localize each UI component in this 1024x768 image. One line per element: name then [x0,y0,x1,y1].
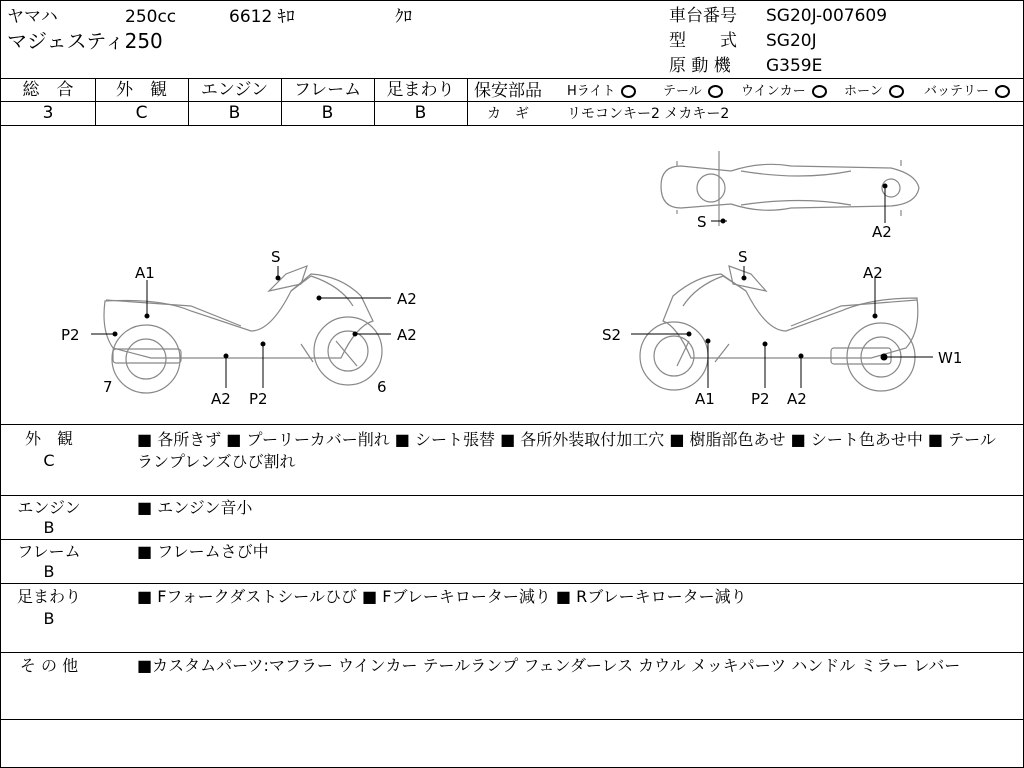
safety-label: 保安部品 [474,81,542,101]
safety-item-horn: ホーン [844,82,904,102]
label-right-a2-bottom: A2 [787,390,807,408]
divider [1,424,1023,425]
safety-item-headlight: Hライト [567,82,636,102]
note-category-other: そ の 他 [19,656,79,675]
model-name: マジェスティ250 [7,29,163,53]
safety-item-tail: テール [663,82,723,102]
color: ｸﾛ [395,7,412,27]
divider [1,495,1023,496]
type-label: 型 式 [669,31,737,51]
label-right-w1: W1 [938,349,963,367]
ok-circle-icon [995,85,1010,98]
mileage: 6612 ｷﾛ [229,7,295,27]
engine-value: G359E [766,56,823,76]
label-left-a2-bottom: A2 [211,390,231,408]
label-left-a2-lower: A2 [397,326,417,344]
label-left-a2-upper: A2 [397,290,417,308]
label-left-a1: A1 [135,264,155,282]
label-right-s: S [738,248,748,266]
divider [1,78,1023,79]
damage-diagram [1,126,1023,424]
label-right-a2-top: A2 [863,264,883,282]
label-left-p2: P2 [61,326,80,344]
divider [1,719,1023,720]
grade-label-suspension: 足まわり [386,80,455,100]
divider [467,78,468,125]
note-grade-suspension: B [43,609,55,628]
grade-label-overall: 総 合 [22,80,74,100]
type-value: SG20J [766,31,817,51]
engine-label: 原 動 機 [669,56,731,76]
ok-circle-icon [621,85,636,98]
grade-value-overall: 3 [42,103,54,123]
note-text-suspension: ■ Fフォークダストシールひび ■ Fブレーキローター減り ■ Rブレーキローター減り [137,587,747,606]
safety-item-winker: ウインカー [741,82,827,102]
key-value: リモコンキー2 メカキー2 [567,106,730,122]
safety-item-battery: バッテリー [924,82,1010,102]
grade-label-engine: エンジン [200,80,269,100]
chassis-value: SG20J-007609 [766,6,888,26]
divider [1,583,1023,584]
note-text-frame: ■ フレームさび中 [137,542,269,561]
grade-value-frame: B [321,103,334,123]
key-label: カ ギ [487,106,529,122]
chassis-label: 車台番号 [669,6,737,26]
label-left-s: S [271,248,281,266]
note-grade-engine: B [43,518,55,537]
displacement: 250cc [125,7,177,27]
label-top-a2: A2 [872,223,892,241]
grade-label-frame: フレーム [293,80,362,100]
note-category-exterior: 外 観 [24,429,73,448]
ok-circle-icon [889,85,904,98]
divider [1,101,467,102]
ok-circle-icon [708,85,723,98]
note-text-engine: ■ エンジン音小 [137,498,253,517]
grade-value-suspension: B [414,103,427,123]
note-category-engine: エンジン [17,498,81,517]
label-left-p2-bottom: P2 [249,390,268,408]
label-left-6: 6 [377,378,387,396]
ok-circle-icon [812,85,827,98]
divider [1,539,1023,540]
label-right-s2: S2 [602,326,622,344]
grade-value-exterior: C [135,103,148,123]
label-right-a1: A1 [695,390,715,408]
note-text-exterior: ■ 各所きず ■ プーリーカバー削れ ■ シート張替 ■ 各所外装取付加工穴 ■ 樹脂部色あせ ■ シート色あせ中 ■ テールランプレンズひび割れ [137,430,996,471]
grade-label-exterior: 外 観 [116,80,167,100]
label-left-7: 7 [103,378,113,396]
note-text-other: ■カスタムパーツ:マフラー ウインカー テールランプ フェンダーレス カウル メッキパーツ ハンドル ミラー レバー [137,656,961,675]
note-category-frame: フレーム [17,542,81,561]
grade-value-engine: B [228,103,241,123]
divider [1,652,1023,653]
label-right-p2: P2 [751,390,770,408]
maker: ヤマハ [7,7,58,27]
note-grade-frame: B [43,562,55,581]
note-category-suspension: 足まわり [16,587,81,606]
note-grade-exterior: C [43,451,55,470]
label-top-s: S [697,213,707,231]
